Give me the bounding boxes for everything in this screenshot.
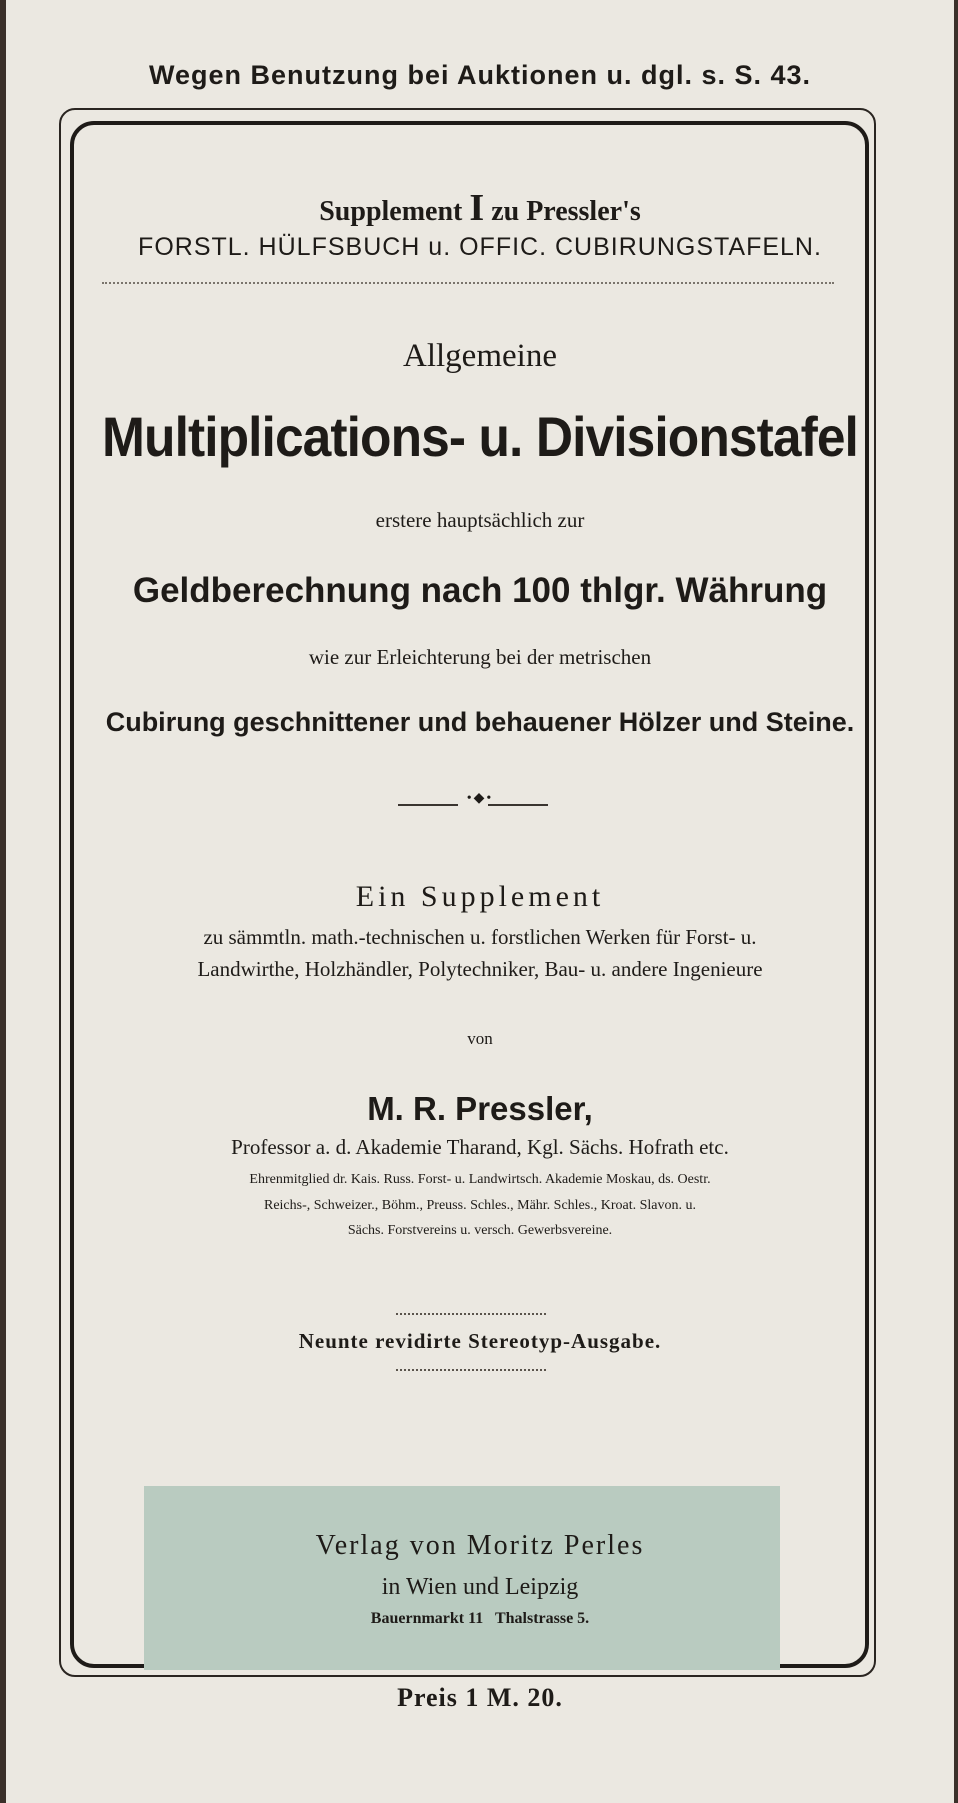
title-page — [6, 0, 954, 1803]
main-title: Multiplications- u. Divisionstafel — [102, 405, 858, 468]
ornament-line-right — [488, 804, 548, 806]
dotted-separator — [102, 282, 834, 284]
supplement-prefix: Supplement — [319, 196, 463, 227]
title-line-1: erstere hauptsächlich zur — [375, 508, 585, 532]
top-note: Wegen Benutzung bei Auktionen u. dgl. s. S. 43. — [148, 60, 812, 90]
supplement-subtitle: FORSTL. HÜLFSBUCH u. OFFIC. CUBIRUNGSTAFELN. — [138, 233, 822, 261]
supplement-suffix: zu Pressler's — [491, 196, 641, 227]
author-honors-3: Sächs. Forstvereins u. versch. Gewerbsvereine. — [347, 1223, 613, 1238]
title-line-3: wie zur Erleichterung bei der metrischen — [308, 645, 652, 669]
price: Preis 1 M. 20. — [397, 1683, 563, 1712]
author-name: M. R. Pressler, — [367, 1090, 593, 1127]
description-line-1: zu sämmtln. math.-technischen u. forstlichen Werken für Forst- u. — [203, 925, 757, 949]
author-honors-2: Reichs-, Schweizer., Böhm., Preuss. Schles., Mähr. Schles., Kroat. Slavon. u. — [263, 1198, 696, 1213]
title-line-4: Cubirung geschnittener und behauener Hölzer und Steine. — [105, 707, 855, 737]
supplement-numeral: I — [469, 187, 485, 229]
author-von: von — [467, 1029, 493, 1048]
publisher-address: Bauernmarkt 11 Thalstrasse 5. — [370, 1610, 590, 1627]
author-title: Professor a. d. Akademie Tharand, Kgl. Sächs. Hofrath etc. — [231, 1135, 729, 1159]
description-heading: Ein Supplement — [355, 880, 605, 913]
publisher-name: Verlag von Moritz Perles — [315, 1530, 645, 1561]
edition-dots-bottom — [396, 1369, 546, 1371]
ornament: •◆• — [466, 791, 494, 806]
publisher-cities: in Wien und Leipzig — [381, 1574, 579, 1600]
supplement-title — [6, 186, 954, 230]
description-line-2: Landwirthe, Holzhändler, Polytechniker, Bau- u. andere Ingenieure — [197, 957, 763, 981]
title-line-2: Geldberechnung nach 100 thlgr. Währung — [132, 571, 828, 610]
title-pre: Allgemeine — [403, 338, 557, 374]
edition: Neunte revidirte Stereotyp-Ausgabe. — [298, 1329, 662, 1353]
author-honors-1: Ehrenmitglied dr. Kais. Russ. Forst- u. Landwirtsch. Akademie Moskau, ds. Oestr. — [249, 1172, 711, 1187]
edition-dots-top — [396, 1313, 546, 1315]
